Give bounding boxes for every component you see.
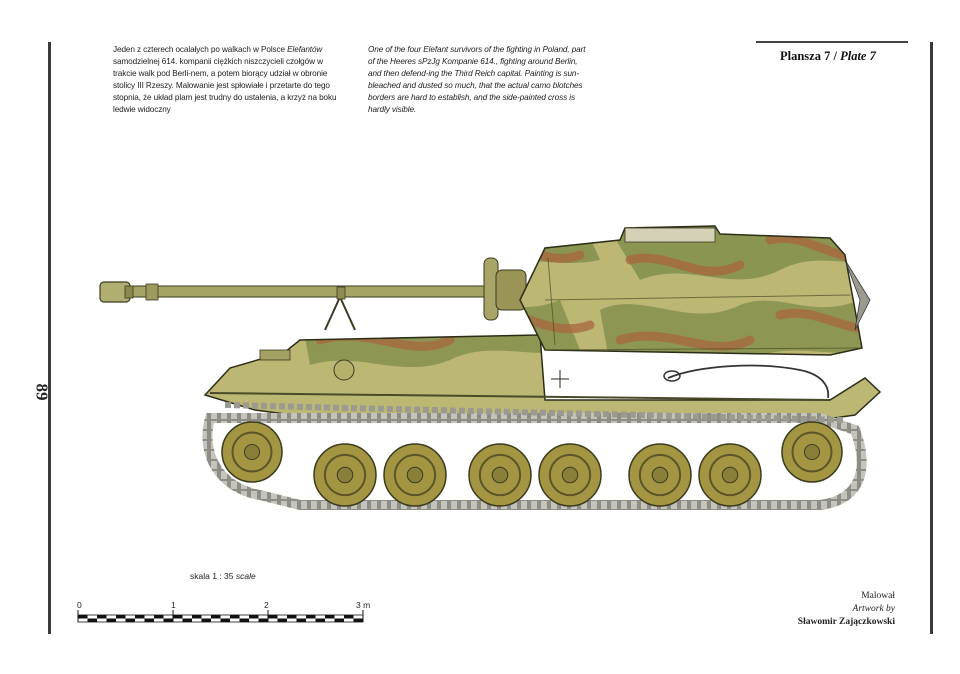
scale-tick-3: 3 m — [356, 600, 371, 610]
scale-bar-segment — [183, 619, 193, 623]
caption-pl-text-end: samodzielnej 614. kompanii ciężkich niszczycieli czołgów w trakcie walk pod Berli-nem, a potem biorący udział w obronie stolicy III Rzeszy. Malowanie jest spłowiałe i przetarte do tego stopnia, że układ plam jest trudny do ustalenia, a krzyż na boku ledwie widoczny — [113, 57, 337, 114]
scale-bar-segment — [97, 615, 107, 619]
scale-tick-1: 1 — [171, 600, 176, 610]
plate-title-pl: Plansza 7 — [780, 49, 831, 63]
caption-english: One of the four Elefant survivors of the fighting in Poland, part of the Heeres sPzJg Kompanie 614., fighting around Berlin, and then defend-ing the Third Reich capital. Painting is sun-bleached and dusted so much, that the actual camo blotches borders are hard to establish, and the side-painted cross is hardly visible. — [368, 45, 586, 114]
scale-bar-segment — [202, 619, 212, 623]
scale-bar-segment — [88, 619, 98, 623]
scale-bar-segment — [297, 619, 307, 623]
scale-bar-segment — [192, 615, 202, 619]
road-wheel — [384, 444, 446, 506]
scale-bar-segment — [211, 615, 221, 619]
scale-bar-segment — [145, 619, 155, 623]
artwork-credits — [770, 590, 895, 629]
credits-pl: Malował — [861, 591, 895, 601]
credits-en: Artwork by — [852, 604, 895, 614]
scale-tick-0: 0 — [77, 600, 82, 610]
scale-bar-segment — [154, 615, 164, 619]
scale-bar — [78, 610, 363, 622]
road-wheel — [629, 444, 691, 506]
scale-bar-segment — [135, 615, 145, 619]
gun — [100, 258, 526, 330]
side-cross-marking — [551, 370, 569, 388]
casemate — [520, 226, 870, 398]
scale-bar-segment — [354, 619, 364, 623]
road-wheel — [314, 444, 376, 506]
plate-title-en: Plate 7 — [840, 49, 876, 63]
scale-bar-segment — [221, 619, 231, 623]
road-wheels — [222, 422, 842, 506]
scale-bar-segment — [173, 615, 183, 619]
scale-label-en: scale — [235, 571, 256, 581]
scale-bar-segment — [278, 619, 288, 623]
scale-bar-segment — [344, 615, 354, 619]
road-wheel — [539, 444, 601, 506]
scale-bar-segment — [240, 619, 250, 623]
caption-pl-italic: Elefantów — [287, 45, 323, 54]
scale-bar-segment — [259, 619, 269, 623]
scale-tick-2: 2 — [264, 600, 269, 610]
credits-artist: Sławomir Zajączkowski — [797, 617, 895, 627]
scale-bar-segment — [316, 619, 326, 623]
scale-bar-segment — [335, 619, 345, 623]
road-wheel — [782, 422, 842, 482]
scale-bar-segment — [268, 615, 278, 619]
scale-bar-segment — [107, 619, 117, 623]
road-wheel — [469, 444, 531, 506]
caption-pl-text: Jeden z czterech ocalałych po walkach w Polsce — [113, 45, 288, 54]
scale-label — [190, 571, 256, 581]
road-wheel — [222, 422, 282, 482]
page-number: 89 — [32, 383, 52, 401]
plate-title-sep: / — [830, 49, 841, 63]
scale-label-pl: skala 1 : 35 — [190, 571, 234, 581]
scale-bar-segment — [249, 615, 259, 619]
scale-bar-segment — [287, 615, 297, 619]
scale-bar-segment — [325, 615, 335, 619]
scale-bar-segment — [116, 615, 126, 619]
scale-bar-segment — [230, 615, 240, 619]
scale-bar-segment — [306, 615, 316, 619]
scale-bar-segment — [164, 619, 174, 623]
scale-bar-segment — [126, 619, 136, 623]
road-wheel — [699, 444, 761, 506]
scale-bar-segment — [78, 615, 88, 619]
track — [207, 405, 861, 505]
